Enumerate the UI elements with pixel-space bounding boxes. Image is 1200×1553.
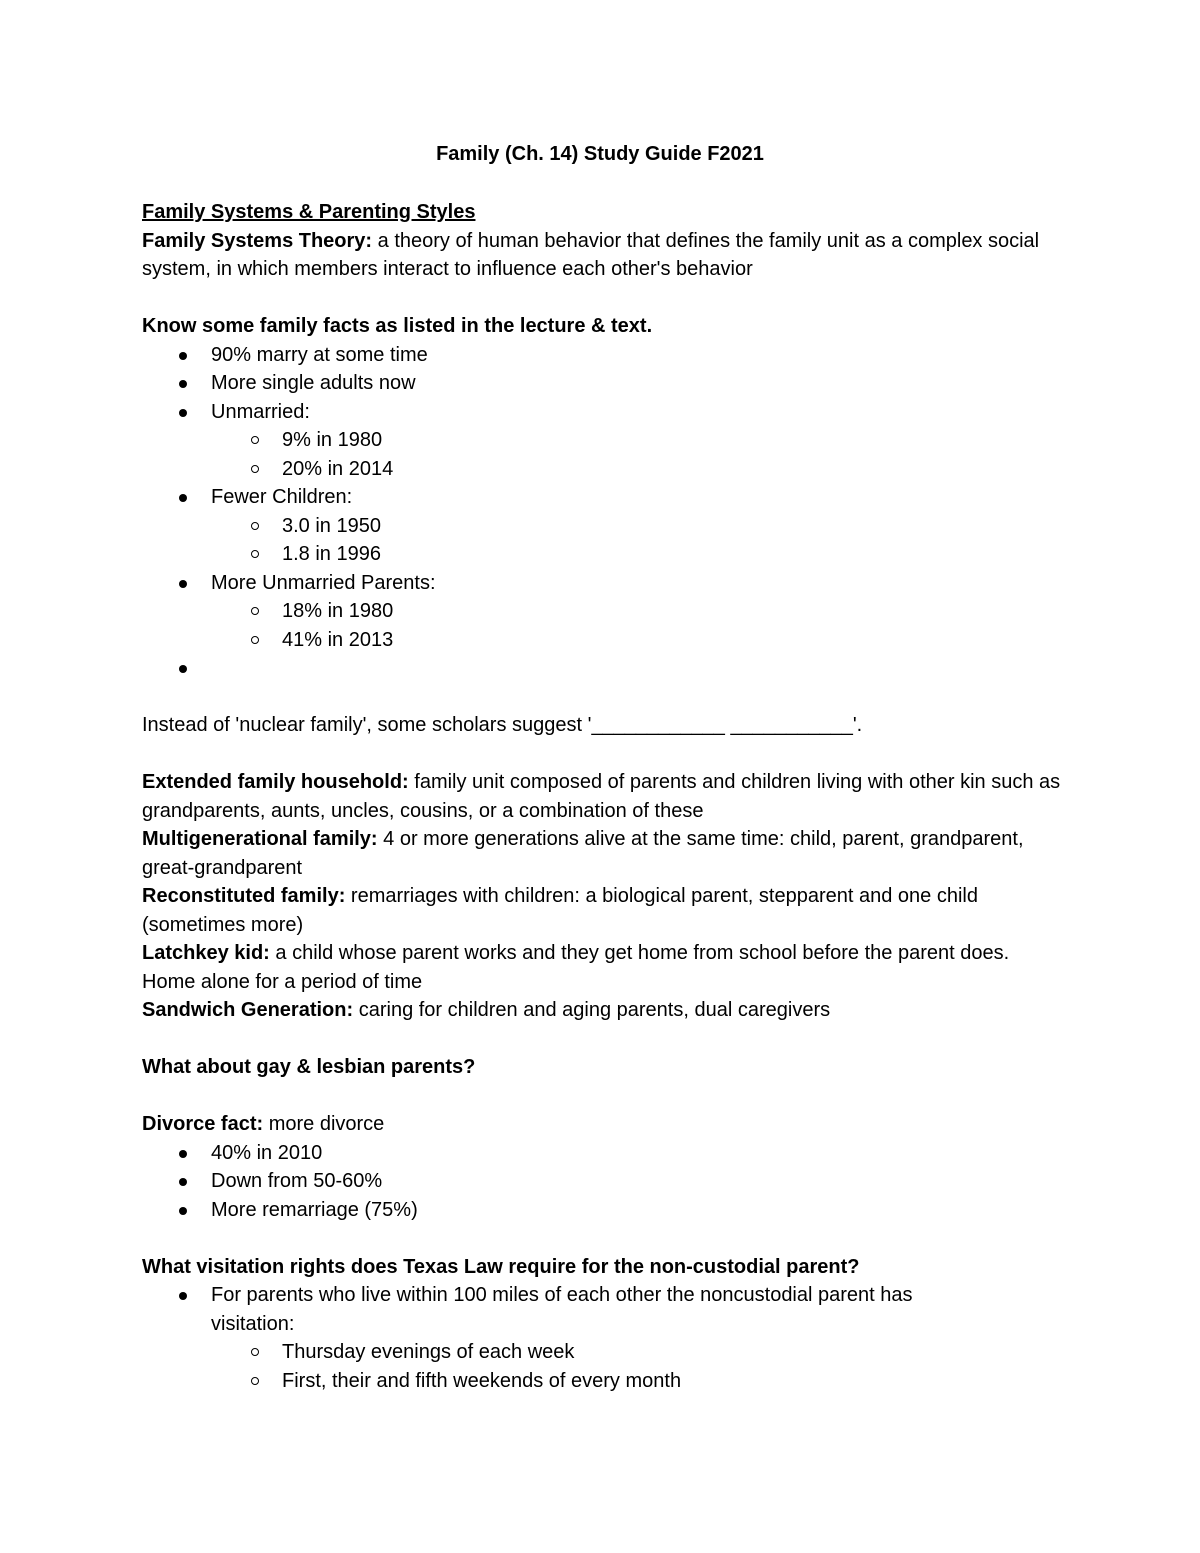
term-label: Latchkey kid: [142, 942, 270, 964]
definition-family-systems-theory [142, 227, 1062, 284]
term-label: Family Systems Theory: [142, 229, 373, 252]
term-label: Divorce fact: [142, 1113, 264, 1135]
sub-list-item: 3.0 in 1950 [142, 512, 1062, 541]
term-definition: more divorce [263, 1113, 385, 1135]
term-definition: 4 or more generations alive at the same time: child, parent, grandparent, great-grandparent [142, 828, 1024, 879]
sub-list-item: Thursday evenings of each week [142, 1338, 1062, 1367]
document-page [142, 138, 1062, 1395]
term-definition: remarriages with children: a biological parent, stepparent and one child (sometimes more) [142, 885, 978, 936]
list-item: Fewer Children: [142, 483, 1062, 512]
list-item: Unmarried: [142, 398, 1062, 427]
sub-list-item: 9% in 1980 [142, 426, 1062, 455]
divorce-list [142, 1139, 1062, 1225]
divorce-fact [142, 1110, 1062, 1139]
definition-multigenerational-family [142, 825, 1062, 882]
term-definition: a theory of human behavior that defines the family unit as a complex social system, in which members interact to influence each other's behavior [142, 229, 1040, 280]
list-item: 40% in 2010 [142, 1139, 1062, 1168]
list-item: Down from 50-60% [142, 1167, 1062, 1196]
term-label: Multigenerational family: [142, 828, 378, 850]
facts-list [142, 341, 1062, 683]
term-label: Reconstituted family: [142, 885, 346, 907]
sub-list-item: 20% in 2014 [142, 455, 1062, 484]
empty-list-item [142, 654, 1062, 683]
list-item: More Unmarried Parents: [142, 569, 1062, 598]
nuclear-family-prompt: Instead of 'nuclear family', some scholars suggest '____________ ___________'. [142, 714, 863, 736]
term-definition: caring for children and aging parents, dual caregivers [353, 999, 831, 1021]
list-item: For parents who live within 100 miles of each other the noncustodial parent has visitation: [142, 1281, 1062, 1338]
sub-list-item: 1.8 in 1996 [142, 540, 1062, 569]
term-definition: family unit composed of parents and children living with other kin such as grandparents, aunts, uncles, cousins, or a combination of these [142, 771, 1061, 822]
definition-sandwich-generation [142, 996, 1062, 1025]
term-label: Extended family household: [142, 771, 409, 793]
section-heading-family-systems: Family Systems & Parenting Styles [142, 201, 476, 223]
gay-lesbian-question: What about gay & lesbian parents? [142, 1056, 476, 1078]
definition-extended-family [142, 768, 1062, 825]
list-item: More single adults now [142, 369, 1062, 398]
document-title: Family (Ch. 14) Study Guide F2021 [436, 143, 764, 165]
list-item: More remarriage (75%) [142, 1196, 1062, 1225]
definition-latchkey-kid [142, 939, 1062, 996]
sub-list-item: 18% in 1980 [142, 597, 1062, 626]
list-item: 90% marry at some time [142, 341, 1062, 370]
definition-reconstituted-family [142, 882, 1062, 939]
term-definition: a child whose parent works and they get home from school before the parent does. Home alone for a period of time [142, 942, 1010, 993]
texas-list [142, 1281, 1062, 1395]
sub-list-item: 41% in 2013 [142, 626, 1062, 655]
texas-question: What visitation rights does Texas Law require for the non-custodial parent? [142, 1255, 860, 1278]
term-label: Sandwich Generation: [142, 999, 354, 1021]
sub-list-item: First, their and fifth weekends of every month [142, 1367, 1062, 1396]
facts-heading: Know some family facts as listed in the lecture & text. [142, 315, 653, 337]
